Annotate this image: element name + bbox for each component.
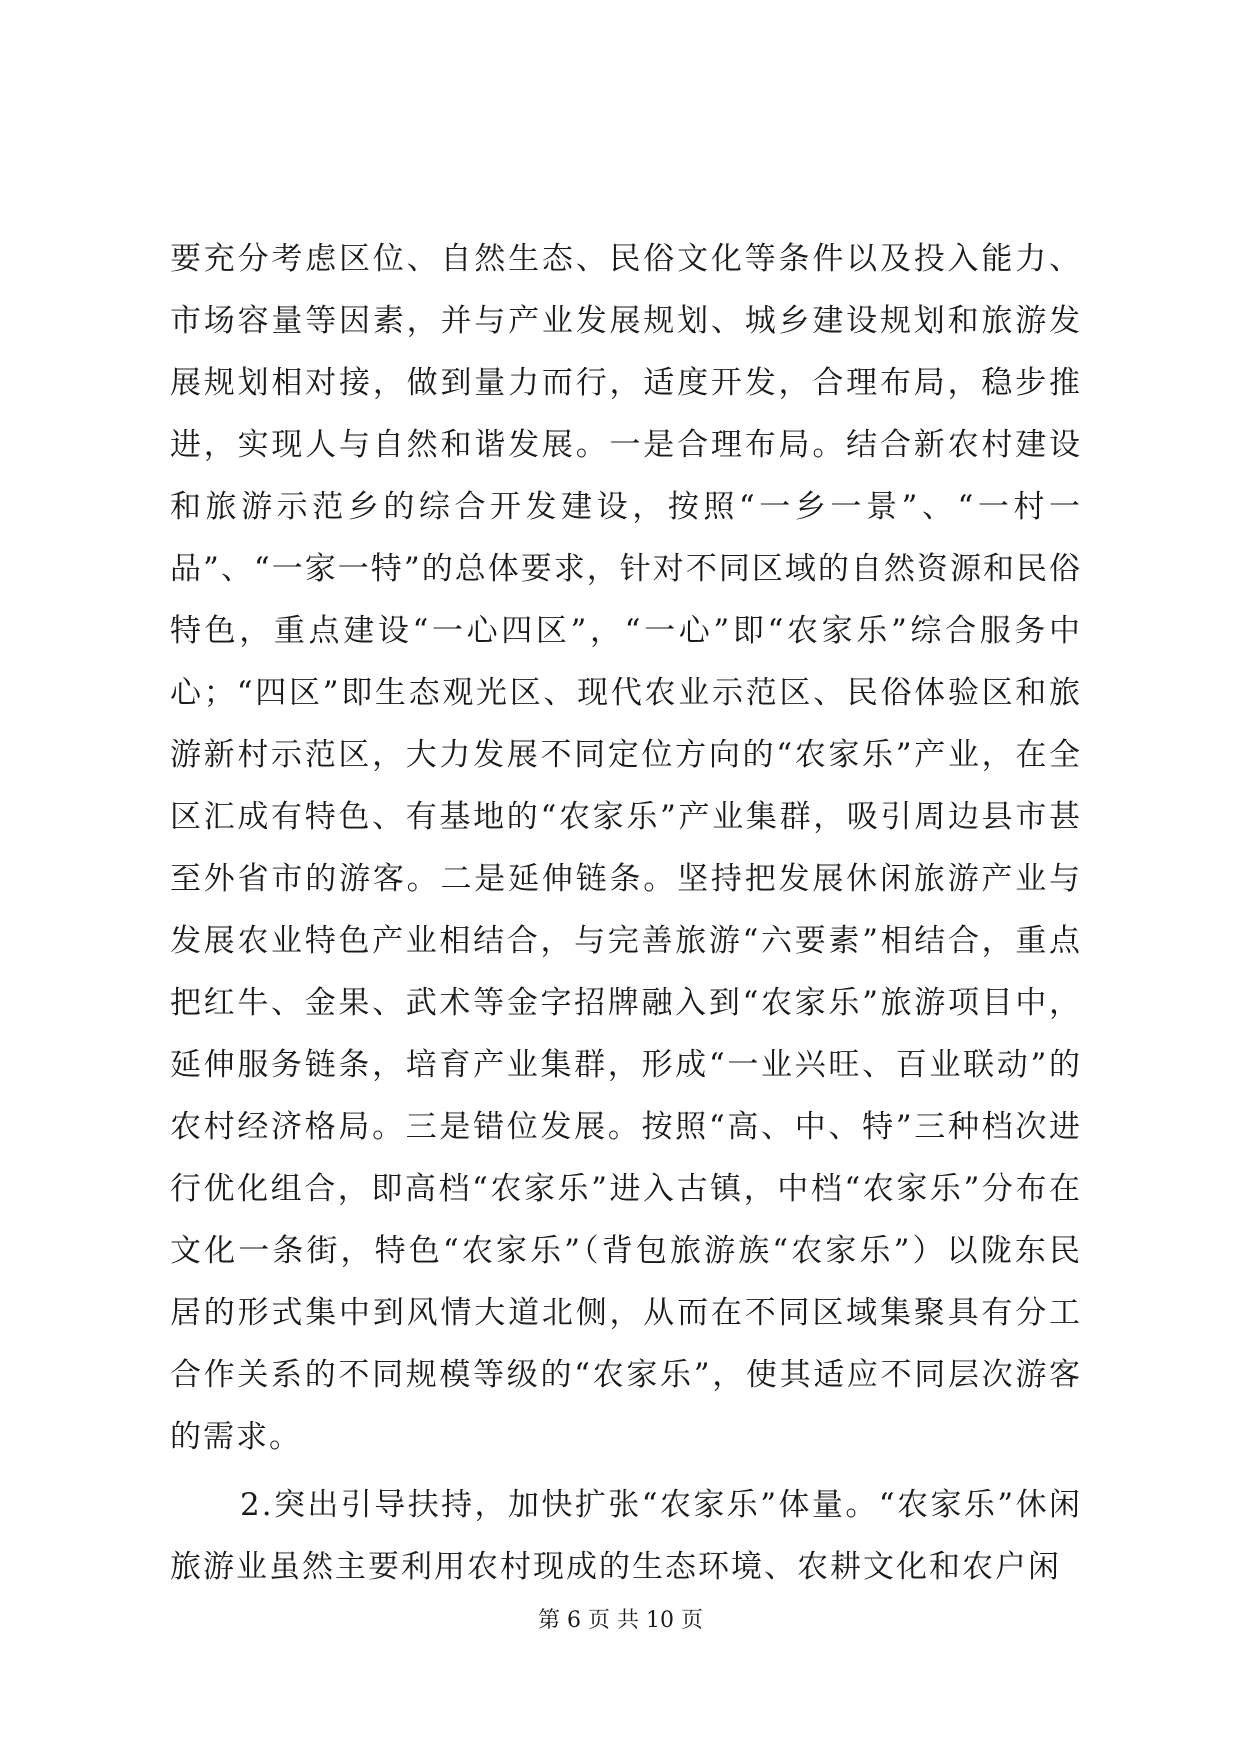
paragraph-section-2: 2.突出引导扶持，加快扩张“农家乐”体量。“农家乐”休闲旅游业虽然主要利用农村现成的生态环境、农耕文化和农户闲 <box>170 1487 1082 1585</box>
paragraph-continuation: 要充分考虑区位、自然生态、民俗文化等条件以及投入能力、市场容量等因素，并与产业发展规划、城乡建设规划和旅游发展规划相对接，做到量力而行，适度开发，合理布局，稳步推进，实现人与自然和谐发展。一是合理布局。结合新农村建设和旅游示范乡的综合开发建设，按照“一乡一景”、“一村一品”、“一家一特”的总体要求，针对不同区域的自然资源和民俗特色，重点建设“一心四区”，“一心”即“农家乐”综合服务中心；“四区”即生态观光区、现代农业示范区、民俗体验区和旅游新村示范区，大力发展不同定位方向的“农家乐”产业，在全区汇成有特色、有基地的“农家乐”产业集群，吸引周边县市甚至外省市的游客。二是延伸链条。坚持把发展休闲旅游产业与发展农业特色产业相结合，与完善旅游“六要素”相结合，重点把红牛、金果、武术等金字招牌融入到“农家乐”旅游项目中，延伸服务链条，培育产业集群，形成“一业兴旺、百业联动”的农村经济格局。三是错位发展。按照“高、中、特”三种档次进行优化组合，即高档“农家乐”进入古镇，中档“农家乐”分布在文化一条街，特色“农家乐”（背包旅游族“农家乐”）以陇东民居的形式集中到风情大道北侧，从而在不同区域集聚具有分工合作关系的不同规模等级的“农家乐”，使其适应不同层次游客的需求。 <box>170 241 1082 1455</box>
document-body <box>170 228 1082 1598</box>
page-footer: 第 6 页 共 10 页 <box>538 1608 703 1633</box>
